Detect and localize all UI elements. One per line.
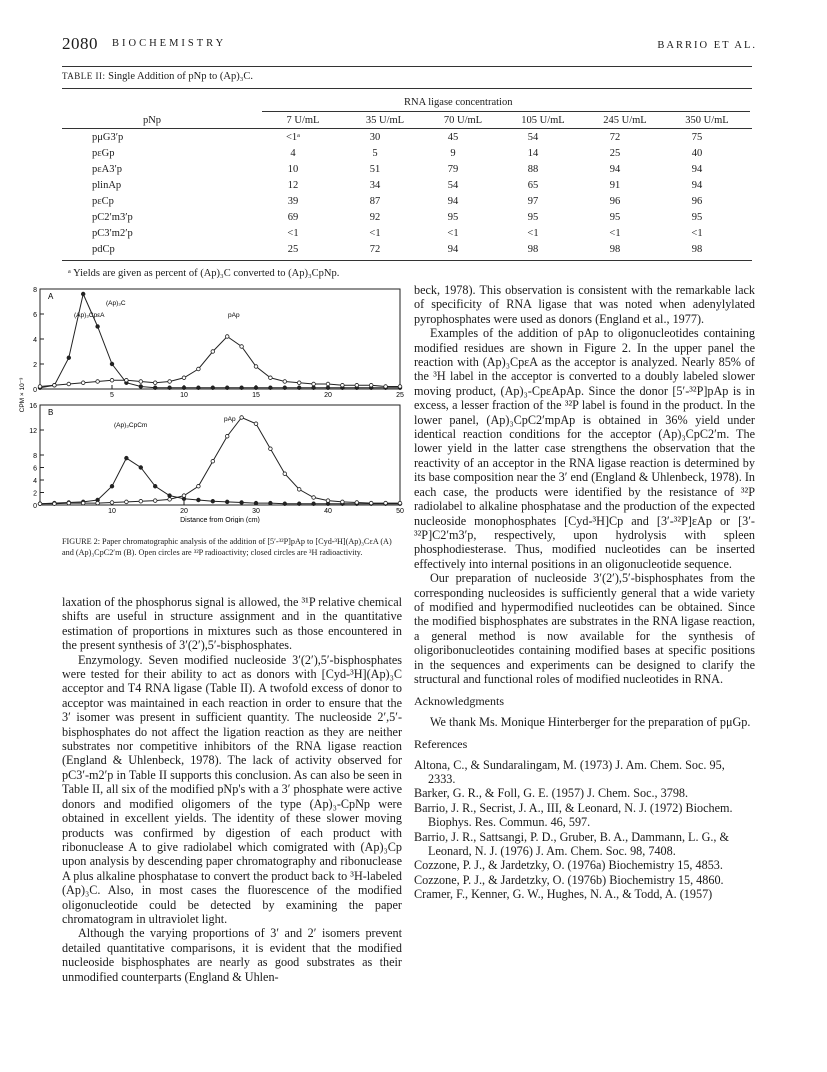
data-point-32p	[398, 501, 402, 505]
data-point-3h	[312, 386, 316, 390]
table-cell: 72	[369, 244, 381, 255]
table-cell: 95	[609, 212, 621, 223]
data-point-3h	[67, 356, 71, 360]
table-cell: 98	[609, 244, 621, 255]
data-point-3h	[225, 386, 229, 390]
peak-label: pAp	[224, 416, 236, 423]
reference-item: Cozzone, P. J., & Jardetzky, O. (1976a) Biochemistry 15, 4853.	[414, 858, 723, 873]
data-point-32p	[96, 380, 100, 384]
data-point-32p	[197, 484, 201, 488]
table-cell: <1	[369, 228, 381, 239]
data-point-32p	[139, 380, 143, 384]
data-point-3h	[125, 456, 129, 460]
data-point-32p	[110, 501, 114, 505]
table-row-label: pC2′m3′p	[92, 212, 133, 223]
data-point-32p	[341, 500, 345, 504]
table-row-label: plinAp	[92, 180, 122, 191]
series-line	[40, 337, 400, 387]
table-cell: 25	[609, 148, 621, 159]
figure-2	[14, 283, 404, 523]
table-cell: <1	[609, 228, 621, 239]
y-tick-label: 16	[29, 403, 37, 410]
data-point-32p	[312, 496, 316, 500]
table-cell: 97	[527, 196, 539, 207]
data-point-32p	[240, 416, 244, 420]
data-point-32p	[153, 381, 157, 385]
data-point-3h	[297, 386, 301, 390]
table-cell: 79	[447, 164, 459, 175]
table-cell: 51	[369, 164, 381, 175]
paragraph: Enzymology. Seven modified nucleoside 3′(2′),5′-bisphosphates were tested for their ability to act as donors with [Cyd-³H](Ap)₃C acceptor and T4 RNA ligase (Table II). A twofold excess of donor to acceptor was maintained in each reaction in order to ensure that the 3′ isomer was present in sufficient quantity. The nucleoside 2′,5′-bisphosphates do not affect the ligation reaction as they are neither substrates nor competitive inhibitors of the RNA ligase reaction (England & Uhlenbeck, 1978). The lack of activity observed for pC3′-m2′p in Table II supports this conclusion. As can also be seen in Table II, all six of the modified pNp's with a 3′ phosphate were active donors and modified oligomers of the type (Ap)₃-CpNp were obtained in excellent yields. The identity of these slower moving products was confirmed by digestion of each product with ribonuclease A to give radiolabel which comigrated with (Ap)₃Cp upon analysis by descending paper chromatography and ribonuclease A plus alkaline phosphatase to convert the product back to ³H-labeled (Ap)₃C. Also, in most cases the fluorescence of the modified oligonucleotide could be detected by examining the paper chromatogram in ultraviolet light.	[62, 652, 402, 926]
table-cell: 72	[609, 132, 621, 143]
data-point-32p	[125, 378, 129, 382]
data-point-32p	[168, 498, 172, 502]
table-cell: 94	[447, 196, 459, 207]
reference-list	[414, 758, 755, 902]
peak-label: (Ap)₃C	[106, 300, 126, 307]
data-point-32p	[326, 499, 330, 503]
data-point-32p	[283, 472, 287, 476]
table-row-header: pNp	[142, 115, 162, 126]
figure-caption: FIGURE 2: Paper chromatographic analysis of the addition of [5′-³²P]pAp to [Cyd-³H](Ap)₃CεA (A) and (Ap)₃CpC2′m (B). Open circles are ³²P radioactivity; closed circles are ³H radioactivity.	[62, 537, 392, 557]
journal-name: BIOCHEMISTRY	[112, 38, 227, 49]
data-point-32p	[369, 501, 373, 505]
table-cell: 94	[691, 180, 703, 191]
table-column-header: 35 U/mL	[365, 115, 405, 126]
data-point-3h	[168, 386, 172, 390]
data-point-32p	[326, 382, 330, 386]
table-cell: <1	[447, 228, 459, 239]
references-heading: References	[414, 737, 468, 752]
y-tick-label: 8	[33, 453, 37, 460]
table-cell: 14	[527, 148, 539, 159]
data-point-3h	[96, 325, 100, 329]
data-point-3h	[197, 386, 201, 390]
data-point-32p	[225, 434, 229, 438]
y-tick-label: 8	[33, 287, 37, 294]
table-cell: 95	[447, 212, 459, 223]
x-tick-label: 25	[396, 392, 404, 399]
panel-frame	[40, 405, 400, 505]
reference-item: Barrio, J. R., Secrist, J. A., III, & Leonard, N. J. (1972) Biochem. Biophys. Res. Commun. 46, 597.	[414, 800, 733, 830]
table-cell: 40	[691, 148, 703, 159]
table-column-header: 105 U/mL	[521, 115, 565, 126]
y-tick-label: 6	[33, 465, 37, 473]
table-column-header: 7 U/mL	[286, 115, 320, 126]
data-point-3h	[81, 292, 85, 296]
table-cell: 9	[450, 148, 456, 159]
data-point-3h	[254, 501, 258, 505]
x-tick-label: 10	[180, 392, 188, 399]
right-column	[414, 283, 755, 902]
table-cell: 12	[287, 180, 299, 191]
reference-item: Barker, G. R., & Foll, G. E. (1957) J. Chem. Soc., 3798.	[414, 786, 689, 801]
data-point-3h	[225, 500, 229, 504]
data-point-3h	[182, 386, 186, 390]
data-point-32p	[384, 385, 388, 389]
paragraph: Although the varying proportions of 3′ and 2′ isomers prevent detailed quantitative comparisons, it is evident that the modified nucleoside bisphosphates are nearly as good substrates as their unmodified counterparts (England & Uhlen-	[62, 926, 402, 984]
data-point-32p	[182, 376, 186, 380]
data-point-32p	[53, 502, 57, 506]
data-point-32p	[38, 385, 42, 389]
series-line	[40, 294, 400, 388]
data-point-32p	[283, 380, 287, 384]
data-point-32p	[225, 335, 229, 339]
data-point-3h	[283, 502, 287, 506]
x-tick-label: 10	[108, 508, 116, 515]
data-point-3h	[326, 386, 330, 390]
table-row-label: pC3′m2′p	[92, 228, 133, 239]
data-point-32p	[211, 350, 215, 354]
data-point-32p	[197, 367, 201, 371]
table-cell: 94	[609, 164, 621, 175]
table-column-header: 245 U/mL	[603, 115, 647, 126]
reference-item: Altona, C., & Sundaralingam, M. (1973) J. Am. Chem. Soc. 95, 2333.	[414, 757, 725, 786]
data-point-32p	[110, 378, 114, 382]
x-axis-label: Distance from Origin (cm)	[180, 517, 260, 523]
table-footnote: ᵃ Yields are given as percent of (Ap)₃C converted to (Ap)₃CpNp.	[68, 268, 340, 279]
reference-item: Cozzone, P. J., & Jardetzky, O. (1976b) Biochemistry 15, 4860.	[414, 872, 724, 887]
y-tick-label: 2	[33, 490, 37, 498]
page-number: 2080	[62, 34, 98, 53]
y-tick-label: 6	[33, 312, 37, 319]
table-column-header: 70 U/mL	[443, 115, 483, 126]
data-point-3h	[269, 386, 273, 390]
data-point-32p	[67, 382, 71, 386]
data-point-3h	[211, 386, 215, 390]
data-point-3h	[110, 362, 114, 366]
data-point-3h	[197, 498, 201, 502]
reference-item: Cramer, F., Kenner, G. W., Hughes, N. A., & Todd, A. (1957)	[414, 887, 713, 902]
figure-2-chart	[14, 283, 404, 523]
table-cell: 25	[287, 244, 299, 255]
data-point-32p	[384, 501, 388, 505]
peak-label: (Ap)₃CpCm	[114, 422, 148, 429]
data-point-32p	[297, 488, 301, 492]
data-point-32p	[96, 501, 100, 505]
x-tick-label: 50	[396, 508, 404, 515]
data-point-32p	[38, 502, 42, 506]
x-tick-label: 20	[324, 392, 332, 399]
data-point-3h	[269, 501, 273, 505]
table-cell: 91	[609, 180, 621, 191]
data-point-32p	[297, 381, 301, 385]
data-point-32p	[254, 365, 258, 369]
data-point-3h	[153, 386, 157, 390]
data-point-32p	[254, 422, 258, 426]
data-point-3h	[153, 484, 157, 488]
table-cell: 96	[691, 196, 703, 207]
table-cell: 75	[691, 132, 703, 143]
table-cell: 45	[447, 132, 459, 143]
y-tick-label: 2	[33, 362, 37, 369]
x-tick-label: 30	[252, 508, 260, 515]
table-cell: 87	[369, 196, 381, 207]
table-cell: 54	[447, 180, 459, 191]
table-cell: 95	[527, 212, 539, 223]
table-row-label: pdCp	[92, 244, 115, 255]
data-point-3h	[168, 494, 172, 498]
table-cell: 96	[609, 196, 621, 207]
table-row-label: pμG3′p	[92, 132, 124, 143]
series-line	[40, 418, 400, 504]
data-point-32p	[67, 501, 71, 505]
panel-label: A	[48, 292, 54, 301]
data-point-3h	[254, 386, 258, 390]
data-point-32p	[269, 447, 273, 451]
y-tick-label: 4	[33, 478, 37, 485]
table-title: TABLE II: Single Addition of pNp to (Ap)₃C.	[62, 71, 253, 82]
table-cell: 10	[287, 164, 299, 175]
table-cell: 30	[369, 132, 381, 143]
table-cell: 69	[287, 212, 299, 223]
data-point-32p	[153, 499, 157, 503]
data-point-3h	[110, 484, 114, 488]
table-cell: 94	[447, 244, 459, 255]
data-point-3h	[139, 385, 143, 389]
running-authors: BARRIO ET AL.	[657, 40, 757, 51]
data-point-32p	[355, 501, 359, 505]
table-cell: 39	[287, 196, 299, 207]
x-tick-label: 20	[180, 508, 188, 515]
table-cell: 98	[527, 244, 539, 255]
acknowledgments-text: We thank Ms. Monique Hinterberger for the preparation of pμGp.	[430, 714, 751, 729]
data-point-3h	[240, 386, 244, 390]
paragraph: beck, 1978). This observation is consistent with the remarkable lack of specificity of RNA ligase that was noted when adenylylated pyrophosphates were used as donors (England et al., 1977).	[414, 283, 755, 326]
data-point-32p	[355, 383, 359, 387]
y-tick-label: 4	[33, 337, 37, 344]
table-cell: <1	[691, 228, 703, 239]
acknowledgments-heading: Acknowledgments	[414, 694, 504, 709]
table-row-label: pεCp	[92, 196, 114, 207]
paragraph: Examples of the addition of pAp to oligonucleotides containing modified residues are shown in Figure 2. In the upper panel the reaction with (Ap)₃CpεA as the acceptor is analyzed. Nearly 85% of the ³H label in the acceptor is converted to a doubly labeled slower moving product, (Ap)₃-CpεApAp. Since the donor [5′-³²P]pAp is in excess, a lesser fraction of the ³²P label is found in the product. In the lower panel, (Ap)₃CpC2′mpAp is obtained in 36% yield under identical reaction conditions for the acceptor (Ap)₃CpC2′m. The lower yield in the latter case strengthens the observation that the reactivity of an acceptor in the RNA ligase reaction is determined by its base composition near the 3′ end (England & Uhlenbeck, 1978). In each case, the products were identified by the resistance of ³²P radiolabel to alkaline phosphatase and the production of the expected nucleoside monophosphates [Cyd-³H]Cp and [3′-³²P]εAp or [3′-³²P]C2′m3′p, respectively, upon hydrolysis with spleen phosphodiesterase. Thus, modified nucleotides can be inserted effectively into internal positions in an oligonucleotide sequence.	[414, 326, 755, 571]
y-axis-label: CPM × 10⁻³	[19, 377, 26, 413]
table-cell: 5	[372, 148, 378, 159]
table-cell: <1	[527, 228, 539, 239]
data-point-32p	[341, 383, 345, 387]
data-point-3h	[240, 501, 244, 505]
data-point-3h	[139, 466, 143, 470]
table-cell: <1	[287, 228, 299, 239]
table-cell: 92	[369, 212, 381, 223]
data-point-32p	[139, 499, 143, 503]
paragraph: Our preparation of nucleoside 3′(2′),5′-bisphosphates from the corresponding nucleosides is sufficiently general that a wide variety of modified and hypermodified nucleotides can be obtained. Since the modified bisphosphates are substrates in the RNA ligase reaction, a general method is now available for the synthesis of oligoribonucleotides containing modified bases at specific positions in the sequences and experiments can be designed to clarify the structural and functional roles of modified nucleotides in RNA.	[414, 571, 755, 686]
table-cell: 88	[527, 164, 539, 175]
data-point-32p	[125, 500, 129, 504]
peak-label: (Ap)₃CpεA	[74, 312, 105, 319]
table-group-header: RNA ligase concentration	[404, 97, 513, 108]
table-cell: 54	[527, 132, 539, 143]
peak-label: pAp	[228, 312, 240, 319]
data-point-3h	[211, 499, 215, 503]
table-cell: 95	[691, 212, 703, 223]
table-cell: 34	[369, 180, 381, 191]
y-tick-label: 12	[29, 428, 37, 435]
y-tick-label: 0	[33, 387, 37, 394]
x-tick-label: 15	[252, 392, 260, 399]
data-point-32p	[81, 381, 85, 385]
table-row-label: pεGp	[92, 148, 115, 159]
table-cell: 4	[290, 148, 296, 159]
data-point-32p	[168, 380, 172, 384]
table-cell: 94	[691, 164, 703, 175]
series-line	[40, 458, 400, 504]
table-row-label: pεA3′p	[92, 164, 123, 175]
data-point-3h	[312, 502, 316, 506]
data-point-32p	[312, 382, 316, 386]
data-point-32p	[211, 459, 215, 463]
data-point-32p	[398, 385, 402, 389]
data-point-32p	[53, 383, 57, 387]
panel-frame	[40, 289, 400, 389]
y-tick-label: 0	[33, 503, 37, 510]
data-point-32p	[269, 376, 273, 380]
data-point-32p	[369, 383, 373, 387]
data-point-32p	[240, 345, 244, 349]
data-point-32p	[182, 494, 186, 498]
left-column	[62, 595, 402, 984]
table-column-header: 350 U/mL	[685, 115, 729, 126]
reference-item: Barrio, J. R., Sattsangi, P. D., Gruber, B. A., Dammann, L. G., & Leonard, N. J. (1976) J. Am. Chem. Soc. 98, 7408.	[414, 829, 730, 859]
panel-label: B	[48, 408, 54, 417]
table-cell: 98	[691, 244, 703, 255]
x-tick-label: 5	[110, 392, 114, 399]
data-point-3h	[297, 502, 301, 506]
data-point-3h	[283, 386, 287, 390]
table-cell: 65	[527, 180, 539, 191]
table-cell: <1ᵃ	[285, 132, 301, 143]
data-point-32p	[81, 501, 85, 505]
x-tick-label: 40	[324, 508, 332, 515]
paragraph: laxation of the phosphorus signal is allowed, the ³¹P relative chemical shifts are useful in structure assignment and in the quantitative estimation of proportions in mixtures such as those encountered in the present synthesis of 3′(2′),5′-bisphosphates.	[62, 595, 402, 653]
